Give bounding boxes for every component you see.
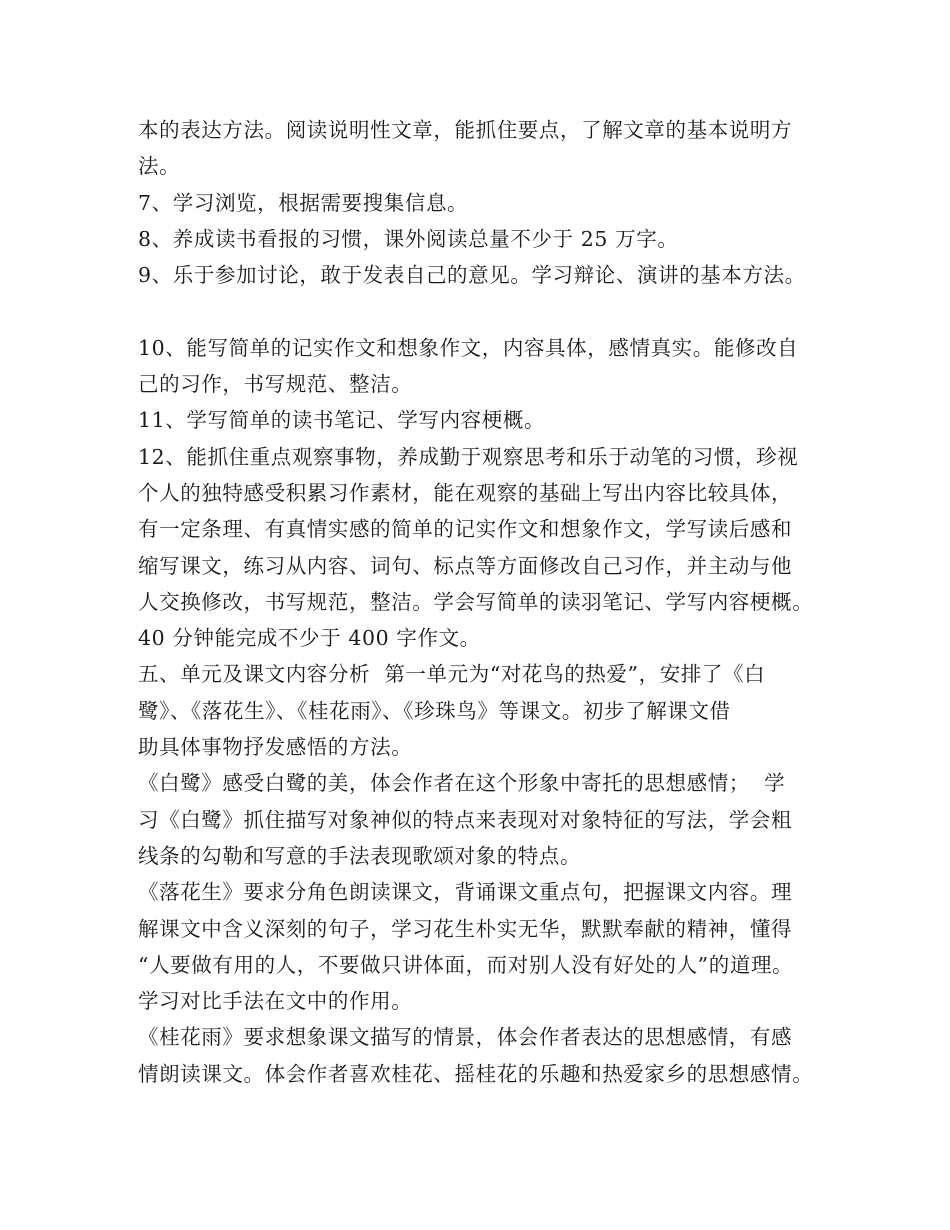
text-line: 鹭》、《落花生》、《桂花雨》、《珍珠鸟》等课文。初步了解课文借 — [138, 698, 731, 723]
text-line: 情朗读课文。体会作者喜欢桂花、摇桂花的乐趣和热爱家乡的思想感情。 — [138, 1061, 814, 1086]
text-line: 解课文中含义深刻的句子，学习花生朴实无华，默默奉献的精神，懂得 — [138, 916, 793, 941]
text-line: 《落花生》要求分角色朗读课文，背诵课文重点句，把握课文内容。理 — [138, 880, 793, 905]
document-body — [138, 112, 838, 1092]
text-line: 《白鹭》感受白鹭的美，体会作者在这个形象中寄托的思想感情； 学 — [138, 771, 786, 796]
text-line: 本的表达方法。阅读说明性文章，能抓住要点，了解文章的基本说明方 — [138, 118, 793, 142]
text-line: 12、能抓住重点观察事物，养成勤于观察思考和乐于动笔的习惯，珍视 — [138, 444, 799, 469]
text-line: 有一定条理、有真情实感的简单的记实作文和想象作文，学写读后感和 — [138, 517, 793, 542]
text-line: 7、学习浏览，根据需要搜集信息。 — [138, 190, 469, 215]
text-line: 个人的独特感受积累习作素材，能在观察的基础上写出内容比较具体， — [138, 480, 793, 505]
text-line: 人交换修改，书写规范，整洁。学会写简单的读羽笔记、学写内容梗概。 — [138, 589, 814, 614]
text-line: 法。 — [138, 154, 181, 179]
text-line: 助具体事物抒发感悟的方法。 — [138, 735, 413, 760]
text-line: 11、学写简单的读书笔记、学写内容梗概。 — [138, 408, 546, 433]
text-line: 9、乐于参加讨论，敢于发表自己的意见。学习辩论、演讲的基本方法。 — [138, 263, 806, 288]
text-line: 学习对比手法在文中的作用。 — [138, 989, 413, 1014]
text-line: 己的习作，书写规范、整洁。 — [138, 372, 413, 397]
text-line: 8、养成读书看报的习惯，课外阅读总量不少于 25 万字。 — [138, 226, 679, 251]
text-line: 40 分钟能完成不少于 400 字作文。 — [138, 626, 481, 651]
text-line: 缩写课文，练习从内容、词句、标点等方面修改自己习作，并主动与他 — [138, 553, 793, 578]
text-line: 10、能写简单的记实作文和想象作文，内容具体，感情真实。能修改自 — [138, 335, 799, 360]
text-line: 习《白鹭》抓住描写对象神似的特点来表现对对象特征的写法，学会粗 — [138, 807, 793, 832]
text-line: 五、单元及课文内容分析 第一单元为“对花鸟的热爱”，安排了《白 — [138, 662, 766, 687]
text-line: 线条的勾勒和写意的手法表现歌颂对象的特点。 — [138, 843, 582, 868]
text-line: “人要做有用的人，不要做只讲体面，而对别人没有好处的人”的道理。 — [138, 952, 794, 977]
text-line: 《桂花雨》要求想象课文描写的情景，体会作者表达的思想感情，有感 — [138, 1025, 793, 1050]
paragraph-gap — [138, 293, 838, 329]
